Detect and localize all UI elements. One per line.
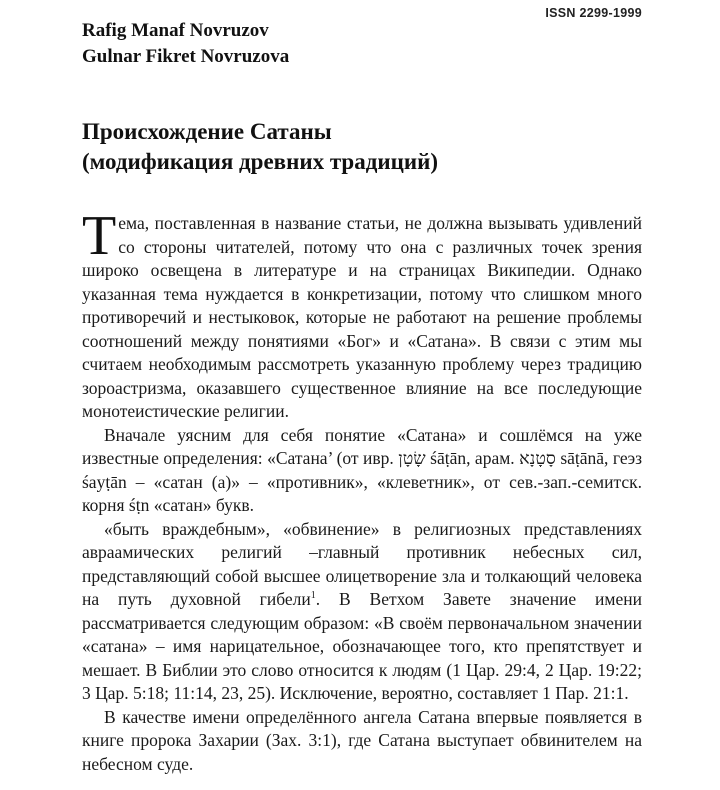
paragraph-3 [82, 518, 642, 706]
article-title [82, 117, 438, 177]
authors-block [82, 18, 289, 70]
author-name: Gulnar Fikret Novruzova [82, 46, 290, 67]
footnote-marker[interactable]: 1 [310, 590, 316, 602]
paragraph-1 [82, 205, 642, 424]
title-line-1: Происхождение Сатаны [82, 119, 332, 144]
drop-cap: Т [82, 205, 117, 267]
paragraph-text: . В Ветхом Завете значение имени рассматривается следующим образом: «В своём первоначальном значении «сатана» – имя нарицательное, обозначающее того, кто препятствует и мешает. В Библии это слово относится к людям (1 Цар. 29:4, 2 Цар. 19:22; 3 Цар. 5:18; 11:14, 23, 25). Исключение, вероятно, составляет 1 Пар. 21:1. [82, 589, 642, 703]
aramaic-word: סָטָנָא [519, 448, 556, 468]
paragraph-text: Вначале уясним для себя понятие «Сатана» и сошлёмся на уже известные определения: «Сатана’ (от ивр. [82, 424, 642, 468]
paragraph-text: «быть враждебным», «обвинение» в религиозных представлениях авраамических религий –главный противник небесных сил, представляющий собой высшее олицетворение зла и толкающий человека на путь духовной гибели [82, 518, 642, 609]
paragraph-text: В качестве имени определённого ангела Сатана впервые появляется в книге пророка Захарии (Зах. 3:1), где Сатана выступает обвинителем на небесном суде. [82, 706, 642, 774]
paragraph-2 [82, 424, 642, 518]
paragraph-text: śāṭān, арам. [430, 448, 515, 468]
paragraph-4 [82, 706, 642, 777]
paragraph-text: ема, поставленная в название статьи, не должна вызывать удивлений со стороны читателей, потому что она с различных точек зрения широко освещена в литературе и на страницах Википедии. Однако указанная тема нуждается в конкретизации, потому что слишком много противоречий и нестыковок, которые не работают на решение проблемы соотношений между понятиями «Бог» и «Сатана». В связи с этим мы считаем необходимым рассмотреть указанную проблему через традицию зороастризма, оказавшего существенное влияние на все последующие монотеистические религии. [82, 213, 642, 421]
article-body [82, 205, 643, 776]
issn-label: ISSN 2299-1999 [545, 6, 642, 20]
paragraph-text: sāṭānā, геэз śayṭān – «сатан (а)» – «противник», «клеветник», от сев.-зап.-семитск. корня śṭn «сатан» букв. [82, 448, 643, 515]
author-name: Rafig Manaf Novruzov [82, 20, 269, 41]
hebrew-word: שָׂטָן [398, 448, 426, 468]
title-line-2: (модификация древних традиций) [82, 149, 438, 174]
